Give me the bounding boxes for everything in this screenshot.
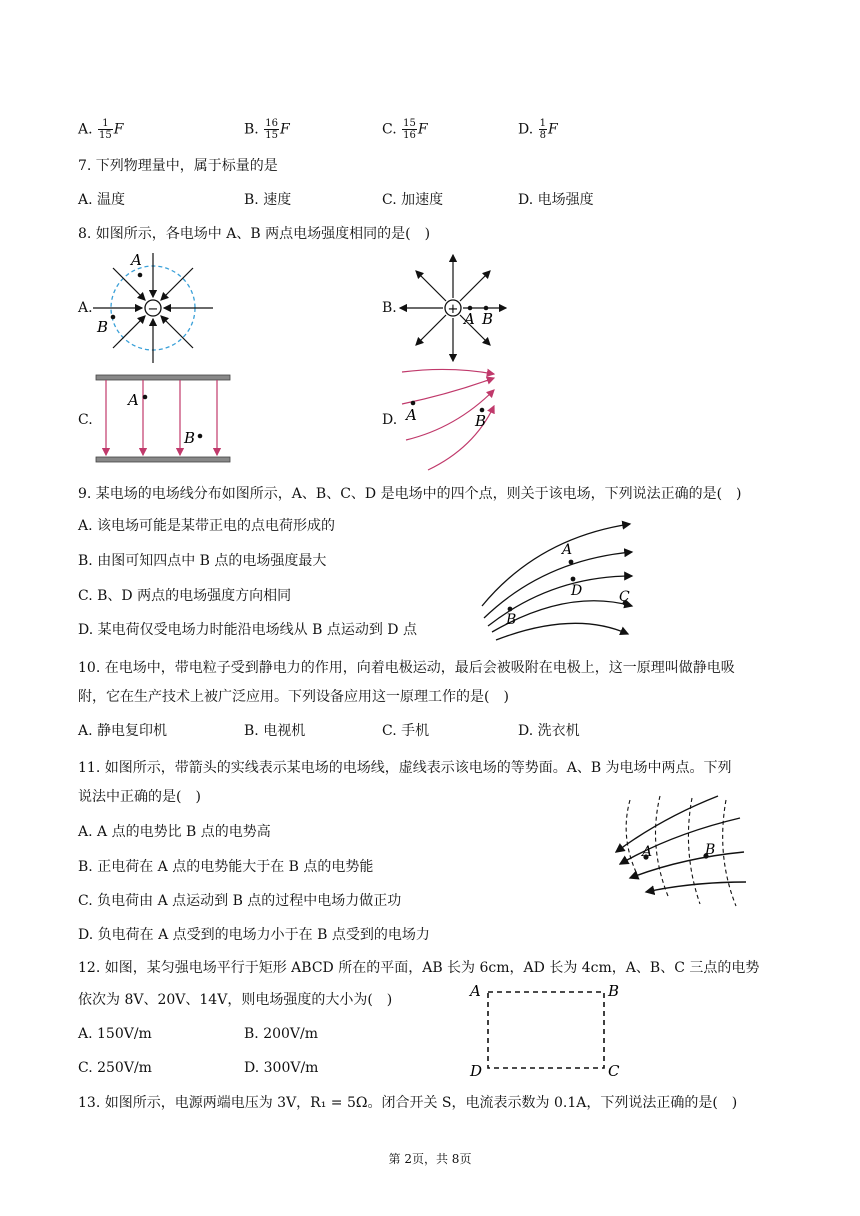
q8d-point-a-label: A (406, 406, 417, 424)
q10-option-d: D. 洗衣机 (518, 723, 580, 739)
q10-option-b: B. 电视机 (244, 723, 306, 739)
q12-option-b: B. 200V/m (244, 1026, 319, 1042)
q9-option-a: A. 该电场可能是某带正电的点电荷形成的 (78, 518, 336, 534)
q8-figure-a-negative-charge (93, 253, 213, 363)
q6-option-c: C. $\frac{15}{16}$ F (382, 118, 428, 141)
q8-figure-c-parallel-plates (96, 375, 232, 465)
q10-stem-line1: 10. 在电场中，带电粒子受到静电力的作用，向着电极运动，最后会被吸附在电极上，这一原理叫做静电吸 (78, 660, 735, 676)
q9-option-d: D. 某电荷仅受电场力时能沿电场线从 B 点运动到 D 点 (78, 622, 417, 638)
q8c-point-a-label: A (128, 391, 139, 409)
q9-point-a-label: A (562, 542, 573, 558)
q12-rectangle-abcd-figure (470, 980, 640, 1080)
q7-option-b: B. 速度 (244, 192, 292, 208)
q12-option-d: D. 300V/m (244, 1060, 319, 1076)
q11-option-c: C. 负电荷由 A 点运动到 B 点的过程中电场力做正功 (78, 893, 402, 909)
q12-stem-line1: 12. 如图，某匀强电场平行于矩形 ABCD 所在的平面，AB 长为 6cm，AD 长为 4cm，A、B、C 三点的电势 (78, 960, 760, 976)
q8-option-b-label: B. (382, 300, 397, 316)
q12-stem-line2: 依次为 8V、20V、14V，则电场强度的大小为( ) (78, 992, 393, 1008)
page-footer: 第 2页，共 8页 (388, 1152, 472, 1166)
q10-option-a: A. 静电复印机 (78, 723, 168, 739)
q6-option-d: D. $\frac{1}{8}$ F (518, 118, 558, 141)
q12-option-a: A. 150V/m (78, 1026, 152, 1042)
q8-figure-b-positive-charge (398, 253, 508, 363)
q8d-point-b-label: B (475, 412, 487, 430)
q9-point-b-label: B (506, 612, 517, 628)
q13-stem: 13. 如图所示，电源两端电压为 3V，R₁ = 5Ω。闭合开关 S，电流表示数为 0.1A，下列说法正确的是( ) (78, 1095, 738, 1111)
q7-option-c: C. 加速度 (382, 192, 444, 208)
q12-label-b: B (608, 982, 620, 1000)
q8-option-a-label: A. (78, 300, 93, 316)
q12-label-c: C (608, 1062, 620, 1080)
q11-stem-line1: 11. 如图所示，带箭头的实线表示某电场的电场线，虚线表示该电场的等势面。A、B 为电场中两点。下列 (78, 760, 732, 776)
q7-option-d: D. 电场强度 (518, 192, 594, 208)
q8a-minus-sign: − (147, 302, 159, 317)
q10-stem-line2: 附，它在生产技术上被广泛应用。下列设备应用这一原理工作的是( ) (78, 689, 509, 705)
q6-option-b: B. $\frac{16}{15}$ F (244, 118, 290, 141)
q8b-plus-sign: + (447, 302, 459, 317)
q8c-point-b-label: B (184, 429, 196, 447)
q8-figure-d-curved-lines (400, 362, 500, 472)
q6-option-a: A. $\frac{1}{15}$ F (78, 118, 124, 141)
q7-stem: 7. 下列物理量中，属于标量的是 (78, 158, 278, 174)
q9-option-b: B. 由图可知四点中 B 点的电场强度最大 (78, 553, 327, 569)
q8a-point-a-label: A (131, 251, 142, 269)
q8-option-d-label: D. (382, 412, 398, 428)
q9-field-lines-figure (478, 518, 638, 642)
q8b-point-b-label: B (482, 310, 494, 328)
q10-option-c: C. 手机 (382, 723, 430, 739)
q8b-point-a-label: A (464, 310, 475, 328)
q11-option-d: D. 负电荷在 A 点受到的电场力小于在 B 点受到的电场力 (78, 927, 430, 943)
q12-label-d: D (470, 1062, 483, 1080)
q8-option-c-label: C. (78, 412, 93, 428)
q11-option-a: A. A 点的电势比 B 点的电势高 (78, 824, 271, 840)
q11-option-b: B. 正电荷在 A 点的电势能大于在 B 点的电势能 (78, 859, 374, 875)
q7-option-a: A. 温度 (78, 192, 126, 208)
q9-stem: 9. 某电场的电场线分布如图所示，A、B、C、D 是电场中的四个点，则关于该电场，下列说法正确的是( ) (78, 486, 742, 502)
q11-stem-line2: 说法中正确的是( ) (78, 789, 201, 805)
q11-point-b-label: B (705, 842, 716, 858)
q11-point-a-label: A (642, 844, 653, 860)
q12-label-a: A (470, 982, 481, 1000)
q9-point-d-label: D (571, 583, 583, 599)
q9-point-c-label: C (619, 589, 630, 605)
q8-stem: 8. 如图所示，各电场中 A、B 两点电场强度相同的是( ) (78, 226, 431, 242)
q12-option-c: C. 250V/m (78, 1060, 152, 1076)
q11-field-equipotential-figure (612, 796, 752, 908)
q8a-point-b-label: B (97, 318, 109, 336)
q9-option-c: C. B、D 两点的电场强度方向相同 (78, 588, 292, 604)
